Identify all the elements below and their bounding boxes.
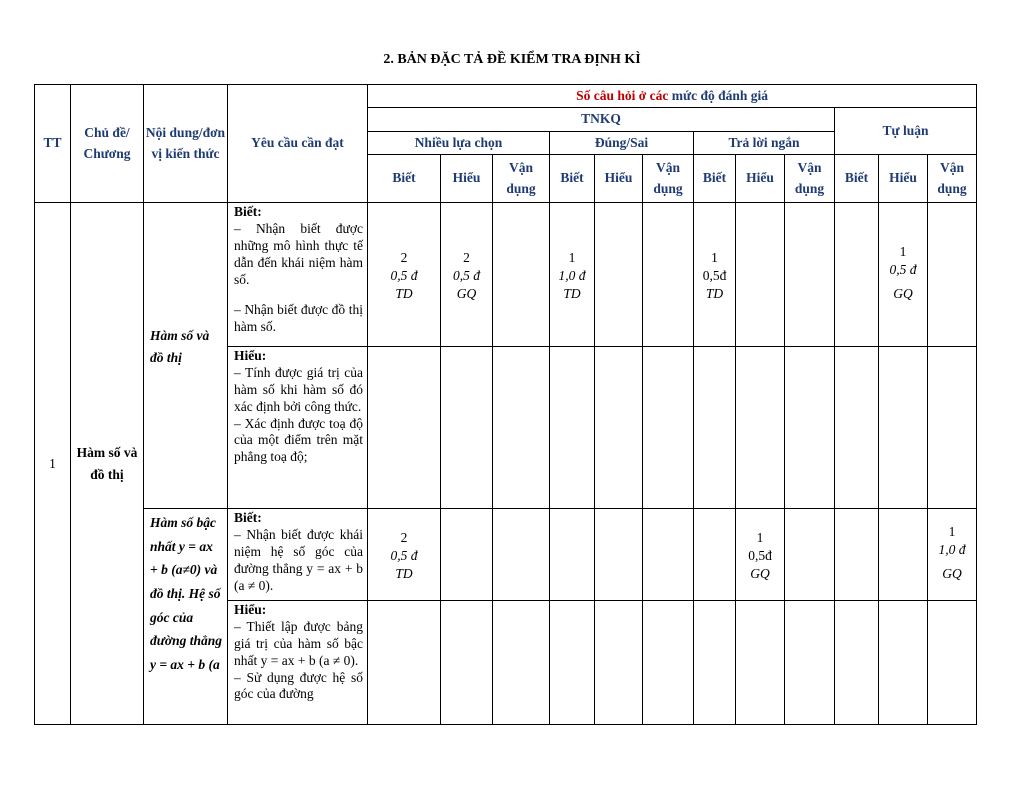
empty-cell bbox=[835, 347, 879, 509]
competency-code: TD bbox=[395, 286, 413, 302]
count-cell bbox=[736, 509, 785, 601]
header-requirements: Yêu cầu cần đạt bbox=[228, 85, 368, 203]
empty-cell bbox=[493, 509, 550, 601]
point-value: 0,5đ bbox=[748, 548, 772, 564]
level-biet: Biết bbox=[550, 155, 595, 203]
point-value: 0,5 đ bbox=[390, 268, 418, 284]
topic-ham-so-bac-nhat: Hàm số bậc nhất y = ax + b (a≠0) và đồ thị. Hệ số góc của đường thẳng y = ax + b (a bbox=[144, 509, 228, 725]
empty-cell bbox=[835, 509, 879, 601]
count-value: 2 bbox=[463, 250, 470, 265]
count-cell bbox=[441, 203, 493, 347]
level-hieu: Hiểu bbox=[879, 155, 928, 203]
level-biet: Biết bbox=[694, 155, 736, 203]
point-value: 0,5 đ bbox=[390, 548, 418, 564]
empty-cell bbox=[785, 509, 835, 601]
header-multiple-choice: Nhiều lựa chọn bbox=[368, 132, 550, 155]
empty-cell bbox=[694, 601, 736, 725]
point-value: 0,5đ bbox=[702, 268, 727, 284]
empty-cell bbox=[595, 601, 643, 725]
count-value: 2 bbox=[400, 250, 408, 265]
empty-cell bbox=[550, 347, 595, 509]
count-cell bbox=[368, 203, 441, 347]
empty-cell bbox=[785, 347, 835, 509]
header-content: Nội dung/đơn vị kiến thức bbox=[144, 85, 228, 203]
requirement-level: Hiểu: bbox=[234, 602, 267, 617]
level-van-dung: Vận dụng bbox=[643, 155, 694, 203]
empty-cell bbox=[493, 203, 550, 347]
count-value: 1 bbox=[568, 250, 576, 265]
header-question-count bbox=[368, 85, 977, 108]
empty-cell bbox=[928, 203, 977, 347]
empty-cell bbox=[879, 601, 928, 725]
level-biet: Biết bbox=[368, 155, 441, 203]
level-hieu: Hiểu bbox=[441, 155, 493, 203]
level-biet: Biết bbox=[835, 155, 879, 203]
empty-cell bbox=[835, 203, 879, 347]
empty-cell bbox=[643, 509, 694, 601]
competency-code: GQ bbox=[750, 566, 770, 582]
point-value: 0,5 đ bbox=[889, 262, 917, 278]
header-tu-luan: Tự luận bbox=[835, 108, 977, 155]
requirement-line: – Nhận biết được khái niệm hệ số góc của đường thẳng y = ax + b (a ≠ 0). bbox=[234, 526, 363, 593]
competency-code: GQ bbox=[456, 286, 477, 302]
count-value: 1 bbox=[756, 530, 764, 545]
empty-cell bbox=[493, 347, 550, 509]
empty-cell bbox=[928, 601, 977, 725]
header-tnkq: TNKQ bbox=[368, 108, 835, 132]
empty-cell bbox=[493, 601, 550, 725]
level-van-dung: Vận dụng bbox=[928, 155, 977, 203]
requirement-level: Biết: bbox=[234, 510, 262, 525]
empty-cell bbox=[368, 601, 441, 725]
count-value: 1 bbox=[948, 524, 956, 539]
competency-code: TD bbox=[563, 286, 581, 302]
empty-cell bbox=[550, 601, 595, 725]
empty-cell bbox=[595, 509, 643, 601]
empty-cell bbox=[736, 601, 785, 725]
requirement-level: Biết: bbox=[234, 204, 262, 219]
empty-cell bbox=[736, 203, 785, 347]
empty-cell bbox=[441, 347, 493, 509]
empty-cell bbox=[879, 347, 928, 509]
competency-code: TD bbox=[705, 286, 724, 302]
requirement-line: – Xác định được toạ độ của một điểm trên mặt phẳng toạ độ; bbox=[234, 415, 363, 465]
row-number: 1 bbox=[35, 203, 71, 725]
empty-cell bbox=[643, 203, 694, 347]
header-question-count-suffix: mức độ đánh giá bbox=[671, 87, 768, 103]
requirement-level: Hiểu: bbox=[234, 348, 267, 363]
count-cell bbox=[928, 509, 977, 601]
empty-cell bbox=[835, 601, 879, 725]
header-short-answer: Trả lời ngắn bbox=[694, 132, 835, 155]
point-value: 1,0 đ bbox=[558, 268, 586, 284]
header-question-count-prefix: Số câu hỏi ở các bbox=[576, 87, 669, 103]
count-cell bbox=[368, 509, 441, 601]
requirement-line: – Thiết lập được bảng giá trị của hàm số bậc nhất y = ax + b (a ≠ 0). bbox=[234, 618, 363, 668]
chapter-name: Hàm số và đồ thị bbox=[71, 203, 144, 725]
point-value: 1,0 đ bbox=[938, 542, 966, 558]
page-title: 2. BẢN ĐẶC TẢ ĐỀ KIỂM TRA ĐỊNH KÌ bbox=[383, 52, 641, 67]
count-value: 1 bbox=[711, 250, 718, 265]
empty-cell bbox=[595, 203, 643, 347]
empty-cell bbox=[694, 509, 736, 601]
level-hieu: Hiểu bbox=[595, 155, 643, 203]
empty-cell bbox=[785, 601, 835, 725]
empty-cell bbox=[368, 347, 441, 509]
level-hieu: Hiểu bbox=[736, 155, 785, 203]
count-cell bbox=[550, 203, 595, 347]
empty-cell bbox=[928, 347, 977, 509]
level-van-dung: Vận dụng bbox=[493, 155, 550, 203]
requirement-line: – Sử dụng được hệ số góc của đường bbox=[234, 669, 363, 702]
level-van-dung: Vận dụng bbox=[785, 155, 835, 203]
count-value: 1 bbox=[899, 244, 907, 259]
competency-code: GQ bbox=[893, 286, 913, 302]
topic-ham-so-do-thi: Hàm số và đồ thị bbox=[144, 203, 228, 509]
competency-code: GQ bbox=[942, 566, 962, 582]
empty-cell bbox=[550, 509, 595, 601]
empty-cell bbox=[694, 347, 736, 509]
requirement-cell bbox=[228, 601, 368, 725]
requirement-line: – Nhận biết được đồ thị hàm số. bbox=[234, 302, 363, 335]
requirement-cell bbox=[228, 509, 368, 601]
empty-cell bbox=[643, 601, 694, 725]
empty-cell bbox=[785, 203, 835, 347]
requirement-line: – Nhận biết được những mô hình thực tế dẫn đến khái niệm hàm số. bbox=[234, 220, 363, 287]
header-chapter: Chủ đề/ Chương bbox=[71, 85, 144, 203]
count-value: 2 bbox=[400, 530, 408, 545]
specification-table bbox=[34, 84, 977, 725]
empty-cell bbox=[879, 509, 928, 601]
header-true-false: Đúng/Sai bbox=[550, 132, 694, 155]
empty-cell bbox=[595, 347, 643, 509]
point-value: 0,5 đ bbox=[453, 268, 480, 284]
requirement-cell bbox=[228, 347, 368, 509]
competency-code: TD bbox=[395, 566, 413, 582]
header-tt: TT bbox=[35, 85, 71, 203]
requirement-line: – Tính được giá trị của hàm số khi hàm số đó xác định bởi công thức. bbox=[234, 364, 363, 414]
empty-cell bbox=[736, 347, 785, 509]
empty-cell bbox=[441, 601, 493, 725]
requirement-cell bbox=[228, 203, 368, 347]
empty-cell bbox=[441, 509, 493, 601]
count-cell bbox=[879, 203, 928, 347]
count-cell bbox=[694, 203, 736, 347]
empty-cell bbox=[643, 347, 694, 509]
